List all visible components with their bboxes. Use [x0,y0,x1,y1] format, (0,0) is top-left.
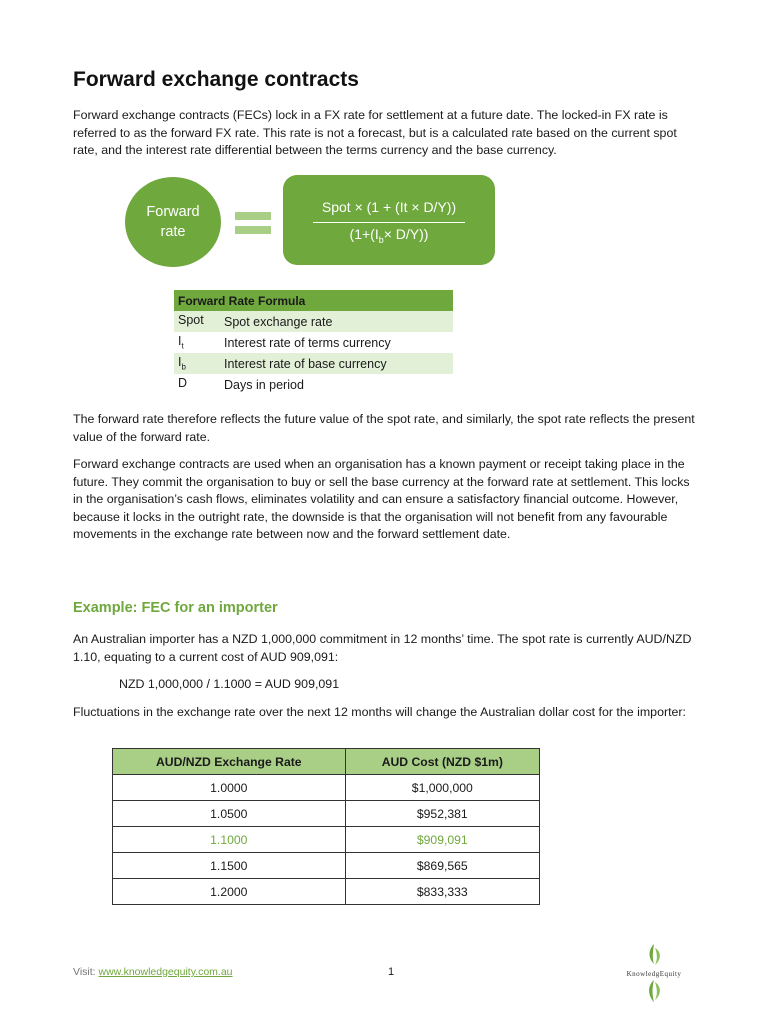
table-row: 1.0000 $1,000,000 [113,775,540,801]
formula-numerator: Spot × (1 + (It × D/Y)) [321,199,457,215]
table-row: 1.2000 $833,333 [113,879,540,905]
page-number: 1 [388,966,395,978]
table-row: $I_t$ Interest rate of terms currency [178,334,391,351]
website-link[interactable]: www.knowledgequity.com.au [98,966,233,978]
page-title: Forward exchange contracts [73,68,359,91]
footer-visit: Visit: www.knowledgequity.com.au [73,966,233,978]
equals-bar-bottom [235,226,271,234]
formula-key-header: Forward Rate Formula [174,290,453,311]
forward-rate-circle [125,177,221,267]
formula-key-table [174,290,453,395]
example-heading: Example: FEC for an importer [73,600,278,616]
formula-box [283,175,495,265]
circle-line-2: rate [160,224,186,240]
column-header-cost: AUD Cost (NZD $1m) [345,749,539,775]
knowledgequity-logo [612,942,696,1006]
table-row: Spot Spot exchange rate [174,311,453,332]
logo-text: KnowledgEquity [626,970,682,978]
formula-denominator: $(1+(I_b\times D/Y))$ [349,226,429,245]
table-row: $I_b$ Interest rate of base currency [174,353,453,374]
intro-paragraph: Forward exchange contracts (FECs) lock in a FX rate for settlement at a future date. The locked-in FX rate is referred to as the forward FX rate. This rate is not a forecast, but is a calculated rate based on the current spot rate, and the interest rate differential between the terms currency and the base currency. [73,108,677,157]
column-header-rate: AUD/NZD Exchange Rate [113,749,346,775]
table-row: 1.0500 $952,381 [113,801,540,827]
table-row: 1.1500 $869,565 [113,853,540,879]
calculation-line: NZD 1,000,000 / 1.1000 = AUD 909,091 [119,677,340,691]
circle-line-1: Forward [146,204,200,220]
table-row-highlighted: 1.1000 $909,091 [113,827,540,853]
paragraph-fec-usage: Forward exchange contracts are used when an organisation has a known payment or receipt taking place in the future. They commit the organisation to buy or sell the base currency at the forward rate at settlement. This locks in the organisation’s cash flows, eliminates volatility and can ensure a satisfactory financial outcome. However, because it locks in the outright rate, the downside is that the organisation will not benefit from any favourable movements in the exchange rate between now and the forward settlement date. [73,457,690,541]
paragraph-example-intro: An Australian importer has a NZD 1,000,000 commitment in 12 months’ time. The spot rate is currently AUD/NZD 1.10, equating to a current cost of AUD 909,091: [73,632,692,664]
exchange-rate-cost-table [112,748,540,905]
equals-bar-top [235,212,271,220]
paragraph-forward-rate: The forward rate therefore reflects the future value of the spot rate, and similarly, the spot rate reflects the present value of the forward rate. [73,412,695,444]
paragraph-fluctuations: Fluctuations in the exchange rate over the next 12 months will change the Australian dollar cost for the importer: [73,705,686,719]
table-row: D Days in period [178,376,304,392]
fraction-line [313,222,465,223]
